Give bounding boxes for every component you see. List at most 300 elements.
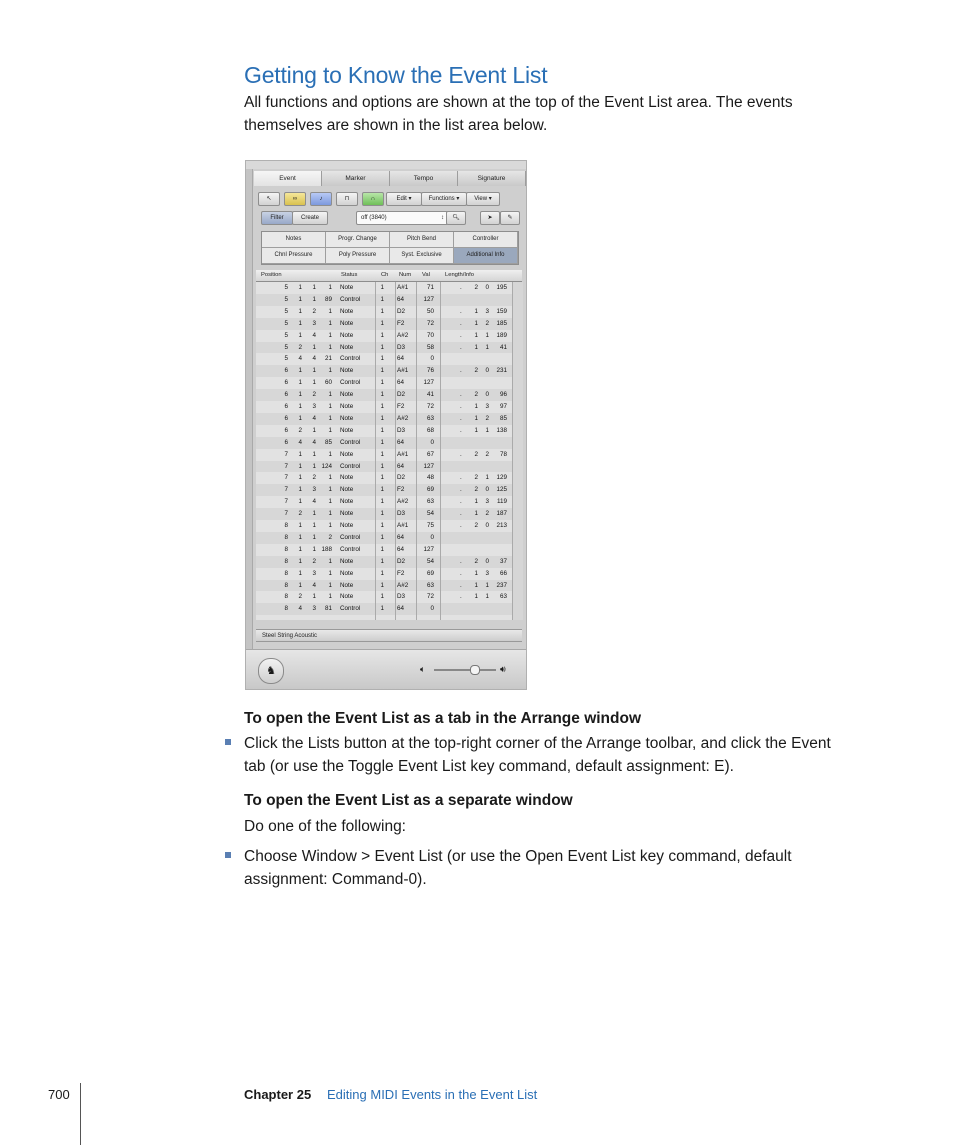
table-cell: 41 — [499, 343, 507, 351]
table-cell: . — [460, 498, 462, 506]
table-row[interactable] — [256, 461, 512, 473]
table-cell: Control — [340, 295, 361, 303]
table-row[interactable] — [256, 342, 512, 354]
tab-tempo[interactable]: Tempo — [390, 171, 458, 186]
table-cell: 1 — [298, 331, 302, 339]
table-cell: 1 — [328, 569, 332, 577]
table-cell: 3 — [485, 307, 489, 315]
table-cell: 64 — [397, 379, 405, 387]
table-row[interactable] — [256, 425, 512, 437]
table-cell: 1 — [474, 319, 478, 327]
table-cell: 2 — [485, 319, 489, 327]
table-cell: Control — [340, 545, 361, 553]
table-row[interactable] — [256, 318, 512, 330]
table-cell: 1 — [312, 426, 316, 434]
table-cell: 21 — [324, 355, 332, 363]
table-cell: 1 — [474, 414, 478, 422]
table-cell: Note — [340, 307, 354, 315]
midi-out-button[interactable] — [310, 192, 332, 206]
table-cell: 66 — [499, 569, 507, 577]
table-cell: 1 — [328, 498, 332, 506]
table-cell: . — [460, 426, 462, 434]
table-cell: 8 — [284, 557, 288, 565]
table-row[interactable] — [256, 580, 512, 592]
media-button[interactable] — [258, 658, 284, 684]
table-cell: 1 — [298, 391, 302, 399]
table-cell: 4 — [298, 605, 302, 613]
table-cell: 6 — [284, 367, 288, 375]
bullet-icon — [225, 739, 231, 745]
magnifier-icon: 🔍︎ — [452, 215, 460, 221]
tab-signature[interactable]: Signature — [458, 171, 526, 186]
table-cell: 1 — [312, 450, 316, 458]
table-cell: Control — [340, 379, 361, 387]
table-cell: 64 — [397, 355, 405, 363]
table-cell: 7 — [284, 450, 288, 458]
table-row[interactable] — [256, 306, 512, 318]
table-cell: 1 — [380, 450, 384, 458]
table-cell: 0 — [485, 391, 489, 399]
table-cell: F2 — [397, 569, 405, 577]
filter-controller[interactable]: Controller — [454, 232, 518, 248]
table-cell: 5 — [284, 355, 288, 363]
table-cell: 1 — [485, 331, 489, 339]
table-cell: 1 — [380, 486, 384, 494]
edit-menu[interactable]: Edit ▾ — [386, 192, 422, 206]
col-num[interactable]: Num — [399, 272, 412, 278]
table-cell: 0 — [430, 355, 434, 363]
table-cell: Control — [340, 462, 361, 470]
table-row[interactable] — [256, 544, 512, 556]
table-cell: 1 — [474, 331, 478, 339]
column-divider — [440, 282, 441, 620]
table-cell: 8 — [284, 593, 288, 601]
table-row[interactable] — [256, 377, 512, 389]
table-cell: A#2 — [397, 498, 409, 506]
table-cell: F2 — [397, 486, 405, 494]
table-cell: 1 — [312, 295, 316, 303]
table-cell: 0 — [485, 557, 489, 565]
table-cell: 1 — [474, 593, 478, 601]
table-row[interactable] — [256, 508, 512, 520]
tab-marker[interactable]: Marker — [322, 171, 390, 186]
table-cell: 7 — [284, 486, 288, 494]
table-cell: 2 — [312, 557, 316, 565]
table-row[interactable] — [256, 520, 512, 532]
col-length-info[interactable]: Length/Info — [445, 272, 475, 278]
table-cell: 129 — [496, 474, 507, 482]
table-row[interactable] — [256, 330, 512, 342]
link-icon: ∞ — [292, 196, 298, 202]
table-row[interactable] — [256, 294, 512, 306]
table-cell: 63 — [426, 498, 434, 506]
table-cell: 5 — [284, 319, 288, 327]
table-cell: 2 — [474, 557, 478, 565]
table-cell: Note — [340, 593, 354, 601]
table-cell: Note — [340, 367, 354, 375]
section1-bullet-line-1: Click the Lists button at the top-right corner of the Arrange toolbar, and click the Event — [244, 735, 831, 752]
capture-button[interactable] — [362, 192, 384, 206]
table-cell: 2 — [474, 284, 478, 291]
table-cell: 8 — [284, 581, 288, 589]
table-cell: 6 — [284, 403, 288, 410]
table-cell: 1 — [328, 284, 332, 291]
table-cell: 1 — [380, 391, 384, 399]
table-cell: 89 — [324, 295, 332, 303]
table-cell: 1 — [380, 379, 384, 387]
table-cell: . — [460, 331, 462, 339]
volume-slider[interactable] — [434, 669, 496, 671]
table-cell: Control — [340, 355, 361, 363]
table-cell: 1 — [298, 581, 302, 589]
table-cell: 1 — [380, 557, 384, 565]
table-cell: 60 — [324, 379, 332, 387]
table-cell: 1 — [485, 426, 489, 434]
table-cell: 68 — [426, 426, 434, 434]
col-val[interactable]: Val — [422, 272, 430, 278]
window-top-strip — [246, 161, 527, 169]
table-row[interactable] — [256, 484, 512, 496]
table-cell: D2 — [397, 474, 406, 482]
table-cell: 6 — [284, 438, 288, 446]
table-cell: 78 — [499, 450, 507, 458]
table-cell: 1 — [328, 307, 332, 315]
table-cell: Note — [340, 331, 354, 339]
event-toolbar — [258, 192, 524, 206]
event-list-header — [256, 270, 522, 282]
table-cell: 1 — [328, 522, 332, 529]
table-cell: 0 — [430, 438, 434, 446]
table-cell: Note — [340, 498, 354, 506]
left-rail — [246, 169, 253, 649]
table-cell: 5 — [284, 295, 288, 303]
section2-intro: Do one of the following: — [244, 818, 406, 835]
table-cell: 1 — [298, 450, 302, 458]
table-cell: 5 — [284, 284, 288, 291]
volume-slider-knob[interactable] — [470, 665, 480, 675]
table-cell: 67 — [426, 450, 434, 458]
table-cell: 1 — [474, 307, 478, 315]
table-cell: 1 — [312, 593, 316, 601]
table-cell: 1 — [298, 319, 302, 327]
filter-row — [258, 211, 524, 224]
table-cell: 6 — [284, 426, 288, 434]
table-cell: 97 — [499, 403, 507, 410]
table-row[interactable] — [256, 496, 512, 508]
table-cell: . — [460, 284, 462, 291]
table-cell: Note — [340, 569, 354, 577]
table-row[interactable] — [256, 556, 512, 568]
pencil-tool-button[interactable] — [500, 211, 520, 225]
table-cell: 1 — [328, 343, 332, 351]
table-cell: 1 — [380, 545, 384, 553]
table-row[interactable] — [256, 603, 512, 615]
table-cell: 0 — [485, 367, 489, 375]
section2-bullet-line-1: Choose Window > Event List (or use the Open Event List key command, default — [244, 848, 792, 865]
table-cell: 3 — [312, 486, 316, 494]
table-cell: 2 — [298, 593, 302, 601]
table-cell: 8 — [284, 545, 288, 553]
chevron-down-icon: ▾ — [456, 196, 460, 202]
table-cell: 1 — [380, 605, 384, 613]
table-cell: 2 — [474, 522, 478, 529]
table-row[interactable] — [256, 401, 512, 413]
table-cell: 63 — [426, 414, 434, 422]
table-cell: 1 — [328, 414, 332, 422]
table-cell: 1 — [312, 367, 316, 375]
table-cell: 1 — [298, 295, 302, 303]
table-row[interactable] — [256, 449, 512, 461]
table-cell: 3 — [485, 403, 489, 410]
tab-event[interactable]: Event — [254, 171, 322, 186]
table-cell: 1 — [474, 510, 478, 518]
table-cell: 63 — [499, 593, 507, 601]
table-cell: 1 — [312, 510, 316, 518]
table-cell: 76 — [426, 367, 434, 375]
table-cell: 41 — [426, 391, 434, 399]
note-icon: ♪ — [319, 196, 323, 202]
table-cell: D2 — [397, 307, 406, 315]
table-cell: Note — [340, 474, 354, 482]
arrow-icon: ↖ — [266, 196, 272, 202]
table-cell: 2 — [298, 343, 302, 351]
pointer-tool-button[interactable] — [480, 211, 500, 225]
table-cell: 8 — [284, 569, 288, 577]
table-cell: A#2 — [397, 581, 409, 589]
table-cell: . — [460, 319, 462, 327]
table-cell: Note — [340, 510, 354, 518]
filter-button[interactable]: Filter — [261, 211, 293, 225]
table-cell: 1 — [328, 391, 332, 399]
table-cell: 69 — [426, 569, 434, 577]
column-divider — [416, 282, 417, 620]
table-cell: . — [460, 367, 462, 375]
col-channel[interactable]: Ch — [381, 272, 389, 278]
table-cell: 3 — [312, 403, 316, 410]
length-select[interactable]: off (3840) ↕ — [356, 211, 448, 225]
table-cell: D2 — [397, 557, 406, 565]
table-cell: 138 — [496, 426, 507, 434]
filter-channel-pressure[interactable]: Chnl Pressure — [262, 248, 326, 264]
table-cell: . — [460, 414, 462, 422]
table-cell: 187 — [496, 510, 507, 518]
table-cell: 1 — [328, 331, 332, 339]
table-cell: 3 — [485, 569, 489, 577]
table-cell: 54 — [426, 557, 434, 565]
table-cell: 0 — [485, 486, 489, 494]
table-cell: 4 — [312, 581, 316, 589]
filter-poly-pressure[interactable]: Poly Pressure — [326, 248, 390, 264]
table-row[interactable] — [256, 353, 512, 365]
filter-system-exclusive[interactable]: Syst. Exclusive — [390, 248, 454, 264]
event-list-tabs — [254, 171, 526, 186]
col-status[interactable]: Status — [341, 272, 358, 278]
intro-line-1: All functions and options are shown at the top of the Event List area. The events — [244, 94, 793, 111]
table-cell: 1 — [298, 284, 302, 291]
table-cell: 1 — [328, 510, 332, 518]
table-cell: 3 — [312, 605, 316, 613]
table-cell: 1 — [380, 438, 384, 446]
table-cell: 1 — [298, 414, 302, 422]
table-row[interactable] — [256, 437, 512, 449]
table-cell: 125 — [496, 486, 507, 494]
table-cell: 127 — [423, 379, 434, 387]
table-cell: 1 — [328, 319, 332, 327]
table-cell: 1 — [312, 533, 316, 541]
view-menu[interactable]: View ▾ — [466, 192, 500, 206]
table-cell: . — [460, 510, 462, 518]
table-cell: 85 — [324, 438, 332, 446]
table-row[interactable] — [256, 568, 512, 580]
table-cell: D3 — [397, 510, 406, 518]
create-button[interactable]: Create — [292, 211, 328, 225]
filter-pitch-bend[interactable]: Pitch Bend — [390, 232, 454, 248]
table-cell: 4 — [298, 355, 302, 363]
table-cell: 1 — [298, 474, 302, 482]
filter-program-change[interactable]: Progr. Change — [326, 232, 390, 248]
table-cell: 1 — [298, 533, 302, 541]
functions-menu[interactable]: Functions ▾ — [421, 192, 467, 206]
table-cell: 2 — [328, 533, 332, 541]
table-cell: Note — [340, 522, 354, 529]
table-cell: 6 — [284, 379, 288, 387]
table-cell: 1 — [380, 295, 384, 303]
table-cell: A#2 — [397, 331, 409, 339]
table-cell: 64 — [397, 545, 405, 553]
table-cell: 2 — [474, 486, 478, 494]
event-list-screenshot — [245, 160, 527, 690]
table-cell: 1 — [328, 474, 332, 482]
volume-low-icon: 🔈︎ — [420, 664, 426, 674]
table-cell: 64 — [397, 438, 405, 446]
table-cell: 189 — [496, 331, 507, 339]
table-cell: 1 — [380, 498, 384, 506]
table-cell: 1 — [380, 522, 384, 529]
table-cell: 231 — [496, 367, 507, 375]
table-cell: A#1 — [397, 284, 409, 291]
table-cell: 1 — [312, 379, 316, 387]
zoom-button[interactable] — [446, 211, 466, 225]
pencil-icon: ✎ — [507, 215, 513, 221]
table-cell: 2 — [474, 450, 478, 458]
table-cell: . — [460, 450, 462, 458]
table-cell: 8 — [284, 605, 288, 613]
table-cell: 127 — [423, 295, 434, 303]
volume-high-icon: 🔊︎ — [500, 664, 506, 674]
table-cell: . — [460, 486, 462, 494]
table-cell: 4 — [312, 438, 316, 446]
table-row[interactable] — [256, 389, 512, 401]
table-cell: 0 — [485, 522, 489, 529]
table-cell: 4 — [312, 498, 316, 506]
table-cell: Note — [340, 391, 354, 399]
footer-rule — [80, 1083, 81, 1145]
table-cell: Note — [340, 486, 354, 494]
filter-additional-info[interactable]: Additional Info — [454, 248, 518, 264]
table-cell: 5 — [284, 343, 288, 351]
intro-line-2: themselves are shown in the list area below. — [244, 117, 548, 134]
table-cell: F2 — [397, 403, 405, 410]
table-row[interactable] — [256, 413, 512, 425]
table-cell: 7 — [284, 462, 288, 470]
table-cell: 1 — [298, 557, 302, 565]
table-row[interactable] — [256, 472, 512, 484]
table-row[interactable] — [256, 591, 512, 603]
table-cell: 1 — [380, 355, 384, 363]
back-arrow-button[interactable] — [258, 192, 280, 206]
table-row[interactable] — [256, 365, 512, 377]
table-cell: 1 — [380, 593, 384, 601]
table-cell: 1 — [298, 498, 302, 506]
table-cell: 70 — [426, 331, 434, 339]
table-cell: . — [460, 522, 462, 529]
table-cell: 81 — [324, 605, 332, 613]
table-cell: . — [460, 569, 462, 577]
region-name-bar: Steel String Acoustic — [256, 629, 522, 642]
table-cell: 1 — [474, 569, 478, 577]
chapter-title: Editing MIDI Events in the Event List — [327, 1087, 538, 1102]
in-button[interactable] — [336, 192, 358, 206]
table-cell: 85 — [499, 414, 507, 422]
table-cell: 5 — [284, 331, 288, 339]
table-cell: 1 — [474, 426, 478, 434]
table-cell: Note — [340, 403, 354, 410]
table-cell: 6 — [284, 391, 288, 399]
table-cell: 195 — [496, 284, 507, 291]
table-cell: A#2 — [397, 414, 409, 422]
table-cell: 1 — [328, 593, 332, 601]
table-cell: Note — [340, 343, 354, 351]
table-cell: 1 — [312, 522, 316, 529]
table-cell: A#1 — [397, 450, 409, 458]
table-cell: 1 — [380, 474, 384, 482]
table-row[interactable] — [256, 532, 512, 544]
table-cell: 3 — [312, 319, 316, 327]
link-button[interactable] — [284, 192, 306, 206]
table-cell: 1 — [312, 284, 316, 291]
section1-bullet-line-2: tab (or use the Toggle Event List key command, default assignment: E). — [244, 758, 734, 775]
table-cell: Note — [340, 319, 354, 327]
table-cell: 2 — [298, 510, 302, 518]
table-cell: 72 — [426, 403, 434, 410]
event-type-filter-grid — [261, 231, 519, 265]
filter-notes[interactable]: Notes — [262, 232, 326, 248]
table-cell: 1 — [312, 545, 316, 553]
table-cell: D3 — [397, 343, 406, 351]
bullet-icon — [225, 852, 231, 858]
col-position[interactable]: Position — [261, 272, 282, 278]
table-row[interactable] — [256, 282, 512, 294]
table-cell: 1 — [380, 319, 384, 327]
table-cell: 0 — [485, 284, 489, 291]
table-cell: 1 — [298, 403, 302, 410]
table-cell: Note — [340, 581, 354, 589]
table-cell: 64 — [397, 605, 405, 613]
table-cell: . — [460, 343, 462, 351]
list-scrollbar[interactable] — [512, 282, 523, 620]
table-cell: 64 — [397, 462, 405, 470]
table-cell: 2 — [312, 307, 316, 315]
table-cell: 2 — [312, 391, 316, 399]
table-cell: 8 — [284, 533, 288, 541]
chevron-down-icon: ▾ — [488, 196, 492, 202]
table-cell: 1 — [380, 581, 384, 589]
table-cell: 1 — [380, 367, 384, 375]
table-cell: 1 — [380, 533, 384, 541]
table-cell: 1 — [485, 343, 489, 351]
table-cell: D2 — [397, 391, 406, 399]
page-title: Getting to Know the Event List — [244, 62, 548, 88]
